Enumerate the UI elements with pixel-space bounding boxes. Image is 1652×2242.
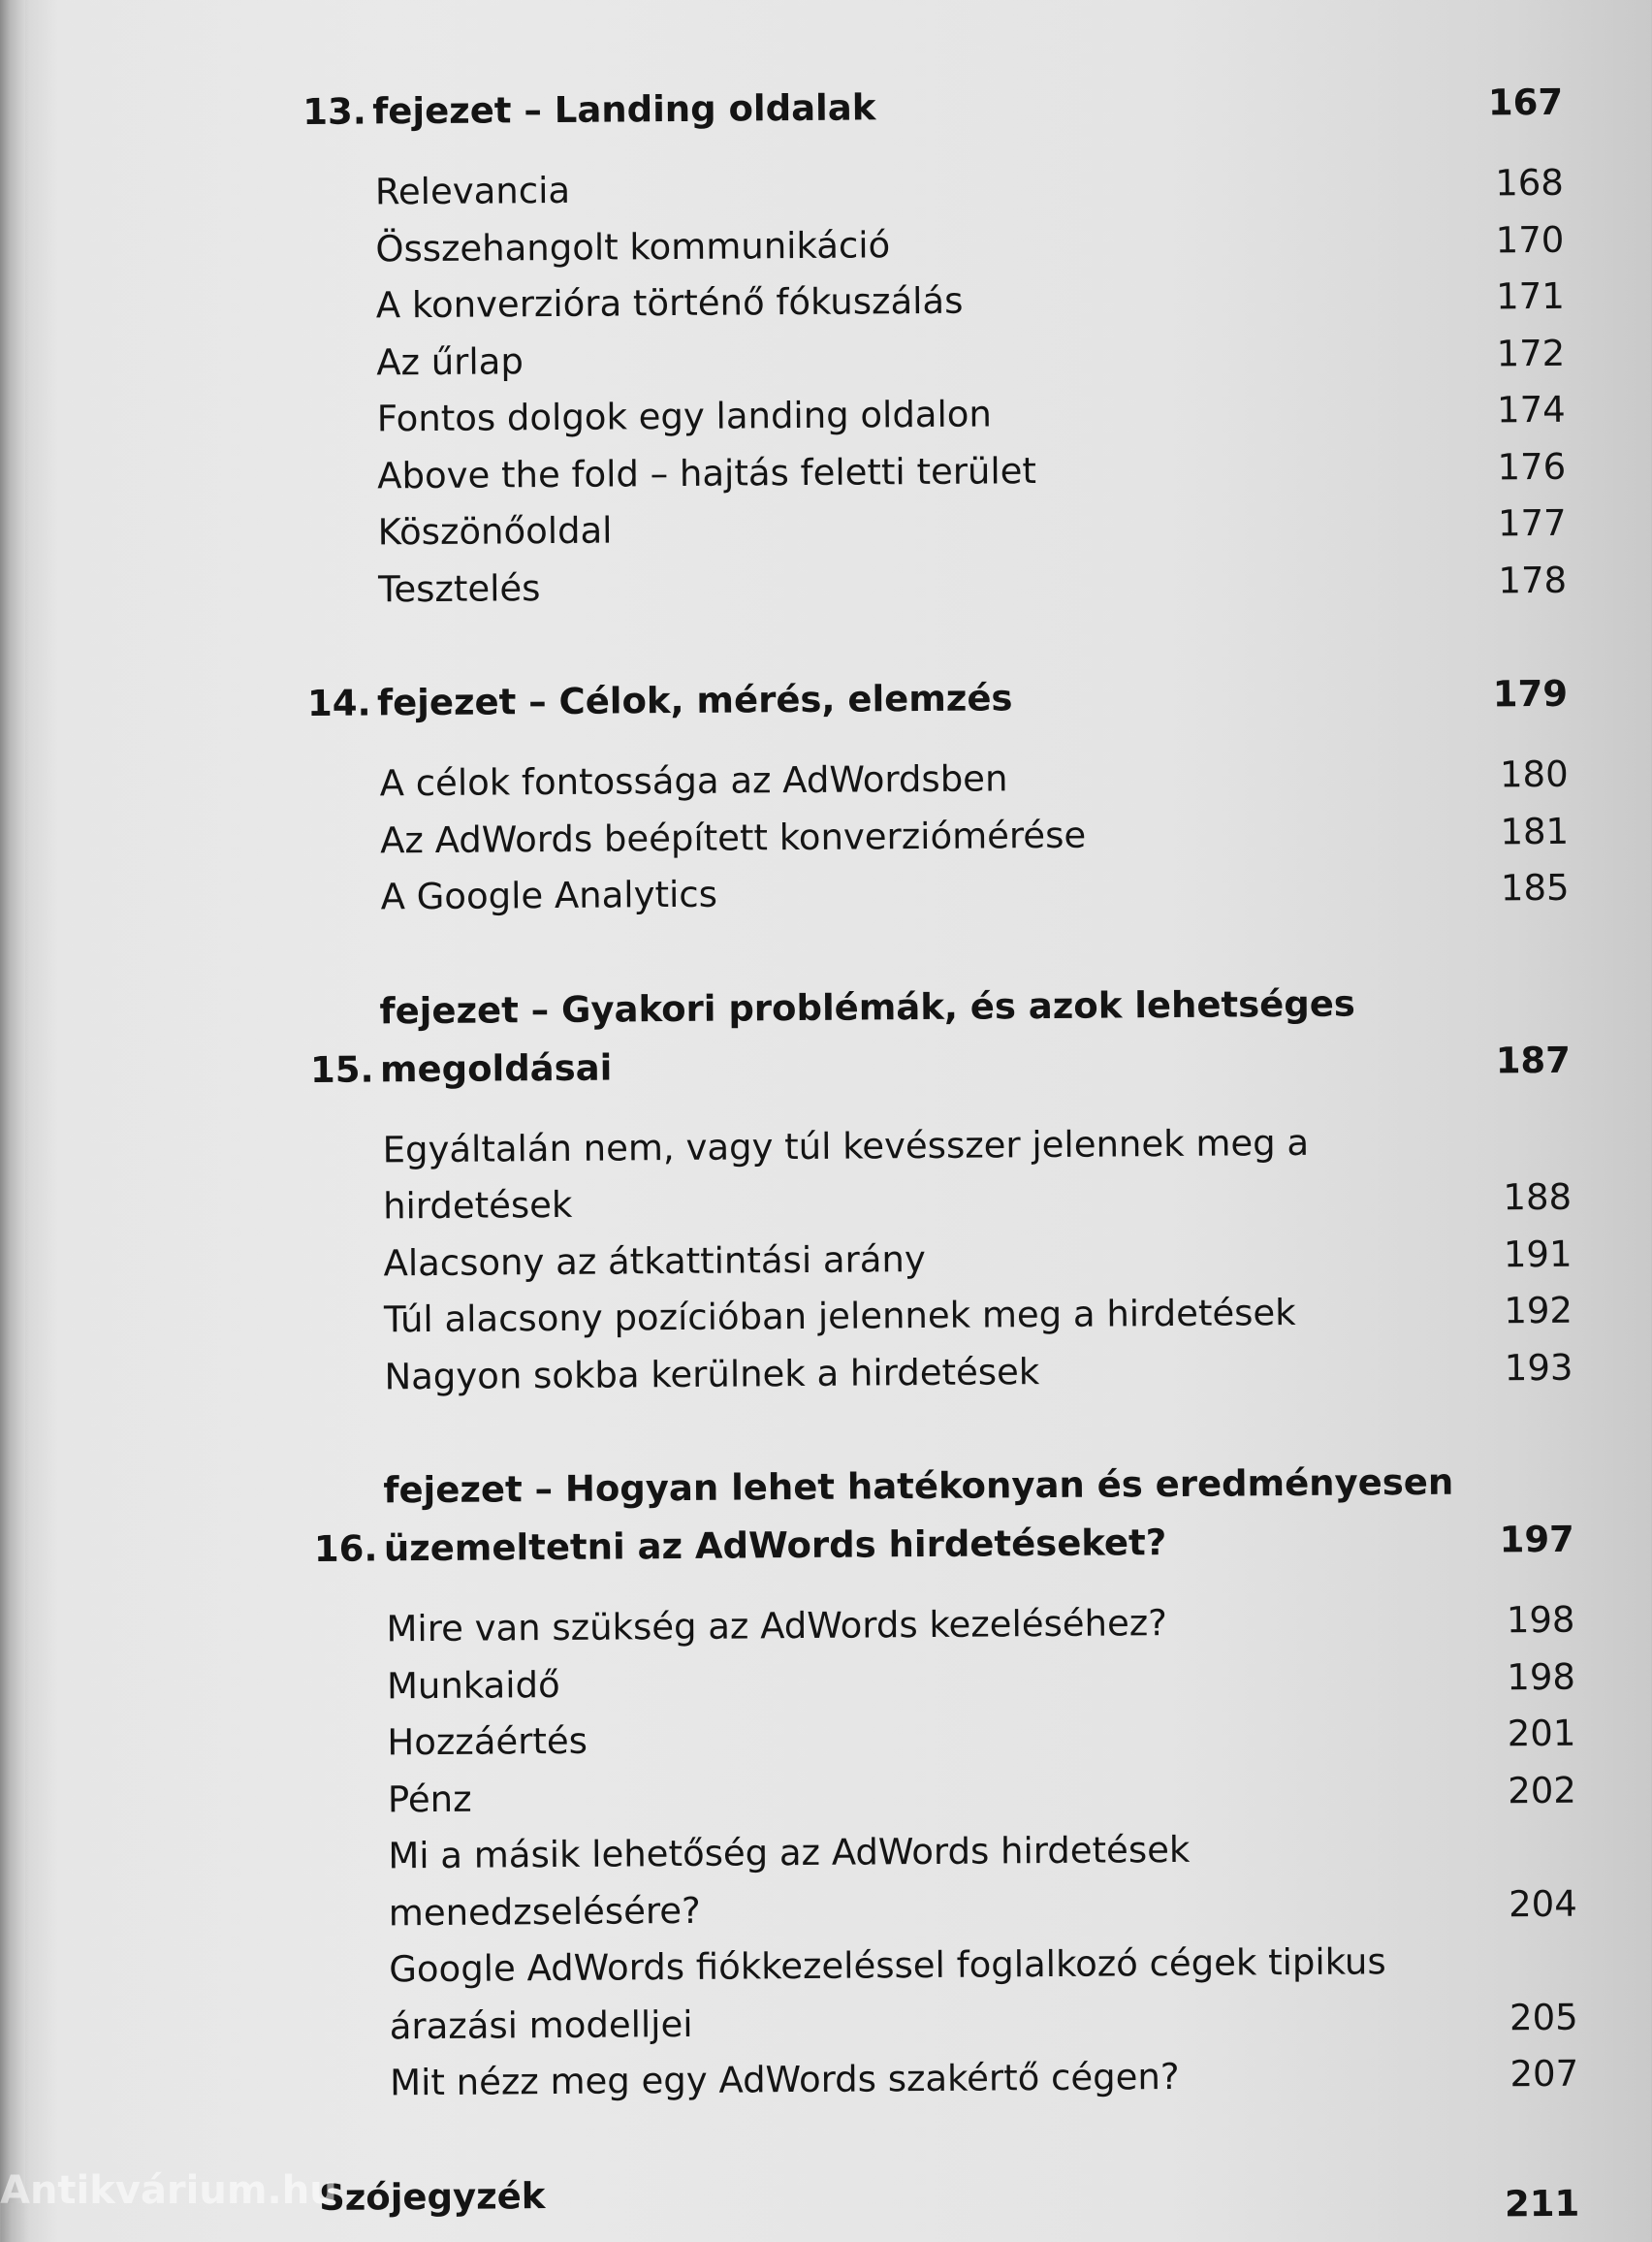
entry-title: Hozzáértés xyxy=(387,1719,588,1764)
glossary-title: Szójegyzék xyxy=(318,2174,546,2219)
chapter-page-number: 167 xyxy=(1487,80,1564,124)
chapter-page-number: 197 xyxy=(1499,1518,1574,1561)
toc-entry xyxy=(314,1592,1574,1659)
toc-entry xyxy=(315,1649,1575,1715)
chapter-page-number: 179 xyxy=(1492,672,1569,716)
entry-page-number: 205 xyxy=(1509,1996,1578,2038)
toc-entry xyxy=(308,803,1569,870)
chapter-heading xyxy=(307,665,1568,733)
chapter-block xyxy=(309,973,1573,1406)
toc-entry xyxy=(306,552,1567,619)
entry-page-number: 191 xyxy=(1503,1233,1573,1275)
entry-title: Alacsony az átkattintási arány xyxy=(383,1237,926,1284)
entry-title: Mi a másik lehetőség az AdWords hirdetések menedzselésére? xyxy=(388,1828,1191,1934)
entry-title: A célok fontossága az AdWordsben xyxy=(379,757,1008,805)
toc-entry xyxy=(303,211,1564,278)
entry-title: Relevancia xyxy=(374,169,571,213)
entry-title: Egyáltalán nem, vagy túl kevésszer jelennek meg a hirdetések xyxy=(382,1121,1310,1228)
entry-page-number: 198 xyxy=(1507,1655,1576,1698)
entry-title: Az űrlap xyxy=(376,339,524,383)
toc-entry xyxy=(312,1339,1573,1406)
entry-title: Köszönőoldal xyxy=(377,509,613,554)
entry-title: Az AdWords beépített konverziómérése xyxy=(379,814,1087,861)
entry-page-number: 193 xyxy=(1504,1346,1573,1389)
entry-page-number: 176 xyxy=(1497,445,1567,488)
entry-title: A konverzióra történő fókuszálás xyxy=(375,279,964,327)
chapter-heading xyxy=(309,973,1571,1099)
entry-page-number: 185 xyxy=(1500,866,1570,910)
entry-title: Above the fold – hajtás feletti terület xyxy=(377,449,1037,496)
entry-title: Mire van szükség az AdWords kezeléséhez? xyxy=(386,1602,1167,1650)
toc-entry xyxy=(310,1112,1572,1235)
chapter-title: fejezet – Gyakori problémák, és azok lehetséges megoldásai xyxy=(379,982,1356,1090)
entry-page-number: 180 xyxy=(1499,753,1569,796)
entry-page-number: 204 xyxy=(1508,1882,1577,1925)
watermark-text: Antikvárium.hu xyxy=(0,2168,337,2213)
entry-title: Mit nézz meg egy AdWords szakértő cégen? xyxy=(390,2055,1180,2104)
entry-page-number: 207 xyxy=(1509,2052,1579,2096)
chapter-number: 15. xyxy=(309,1047,374,1091)
toc-entry xyxy=(316,1819,1577,1942)
entry-title: A Google Analytics xyxy=(380,873,718,918)
toc-entry xyxy=(304,269,1565,336)
table-of-contents xyxy=(302,74,1579,2227)
toc-entry xyxy=(304,325,1565,392)
chapter-block xyxy=(302,74,1567,619)
entry-title: Google AdWords fiókkezeléssel foglalkozó cégek tipikus árazási modelljei xyxy=(389,1940,1386,2047)
chapter-title: fejezet – Hogyan lehet hatékonyan és eredményesen üzemeltetni az AdWords hirdetéseket? xyxy=(383,1460,1454,1570)
chapter-block xyxy=(313,1453,1578,2113)
toc-entry xyxy=(312,1283,1573,1350)
chapter-title: fejezet – Célok, mérés, elemzés xyxy=(376,677,1013,724)
entry-title: Nagyon sokba kerülnek a hirdetések xyxy=(384,1350,1040,1397)
toc-entry xyxy=(316,1762,1576,1829)
entry-title: Munkaidő xyxy=(386,1663,560,1707)
entry-title: Pénz xyxy=(387,1778,472,1820)
toc-entry xyxy=(304,382,1565,449)
entry-page-number: 198 xyxy=(1506,1598,1575,1642)
entry-page-number: 168 xyxy=(1495,161,1565,205)
entry-page-number: 181 xyxy=(1500,810,1570,852)
entry-page-number: 202 xyxy=(1508,1769,1577,1811)
entry-page-number: 170 xyxy=(1495,218,1565,261)
entry-page-number: 188 xyxy=(1503,1175,1573,1219)
chapter-title: fejezet – Landing oldalak xyxy=(372,86,876,133)
toc-entry xyxy=(317,1933,1578,2056)
entry-title: Túl alacsony pozícióban jelennek meg a hirdetések xyxy=(383,1291,1296,1341)
entry-page-number: 174 xyxy=(1496,388,1566,432)
toc-entry xyxy=(311,1226,1572,1293)
entry-page-number: 192 xyxy=(1504,1289,1573,1332)
entry-page-number: 178 xyxy=(1498,559,1568,601)
chapter-block xyxy=(307,665,1570,927)
entry-page-number: 177 xyxy=(1497,501,1567,545)
toc-entry xyxy=(315,1706,1575,1773)
chapter-heading xyxy=(313,1453,1574,1579)
toc-entry xyxy=(305,438,1566,505)
entry-page-number: 172 xyxy=(1496,332,1566,374)
chapter-heading xyxy=(302,74,1563,142)
toc-entry xyxy=(305,496,1566,562)
entry-title: Fontos dolgok egy landing oldalon xyxy=(376,393,993,440)
chapter-page-number: 187 xyxy=(1495,1039,1572,1081)
entry-page-number: 171 xyxy=(1495,274,1565,318)
toc-entry xyxy=(307,747,1568,814)
entry-page-number: 201 xyxy=(1507,1712,1576,1755)
toc-entry xyxy=(318,2046,1578,2113)
toc-entry xyxy=(303,155,1564,222)
glossary-entry xyxy=(319,2159,1579,2226)
glossary-page: 211 xyxy=(1504,2182,1580,2225)
entry-title: Összehangolt kommunikáció xyxy=(375,223,891,270)
chapter-number: 13. xyxy=(302,90,366,133)
toc-entry xyxy=(308,860,1569,927)
chapter-number: 16. xyxy=(313,1527,378,1570)
entry-title: Tesztelés xyxy=(377,566,541,610)
page-gutter xyxy=(0,0,25,2203)
chapter-number: 14. xyxy=(306,682,371,724)
chapter-list xyxy=(302,74,1578,2113)
